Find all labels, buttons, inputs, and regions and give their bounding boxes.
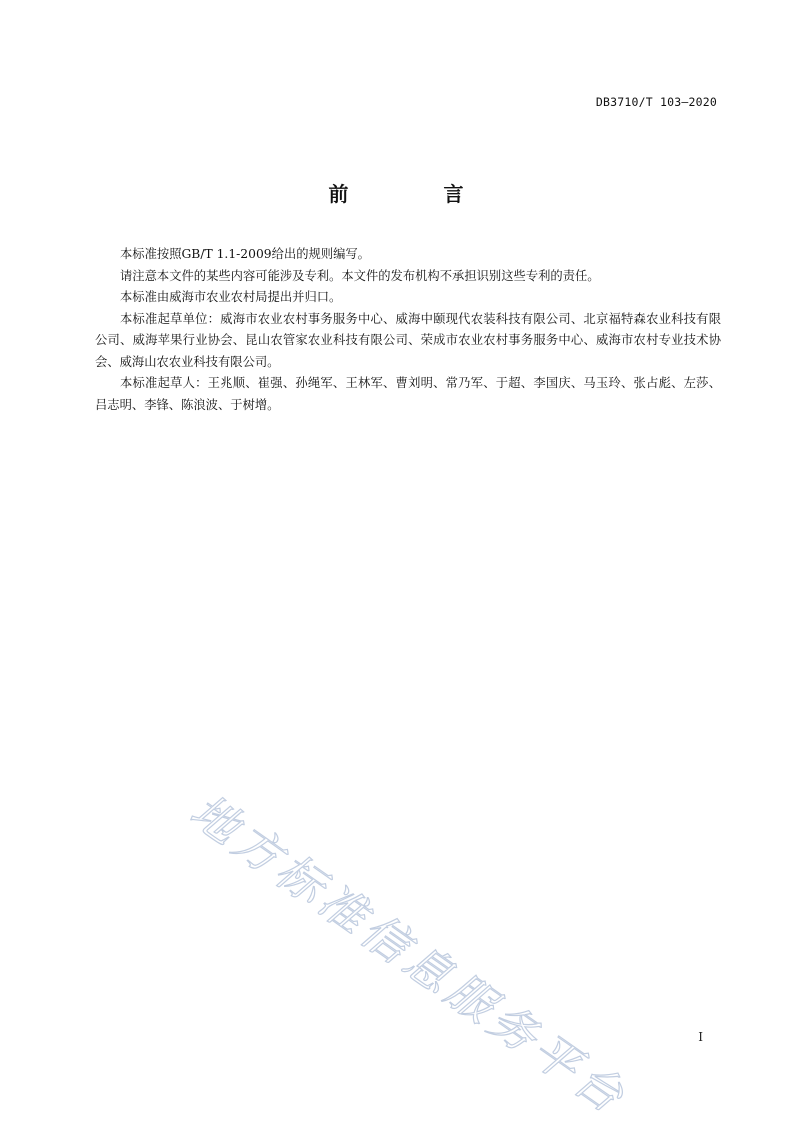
page-number: I [698, 1030, 703, 1044]
paragraph-drafting-units: 本标准起草单位：威海市农业农村事务服务中心、威海中颐现代农装科技有限公司、北京福特森农业科技有限公司、威海苹果行业协会、昆山农管家农业科技有限公司、荣成市农业农村事务服务中心、威海市农村专业技术协会、威海山农农业科技有限公司。 [95, 311, 721, 369]
watermark: 地方标准信息服务平台 [180, 783, 638, 1126]
paragraph-proposer: 本标准由威海市农业农村局提出并归口。 [120, 290, 342, 304]
paragraph-drafting-rules: 本标准按照GB/T 1.1-2009给出的规则编写。 [120, 247, 370, 261]
paragraph-drafters: 本标准起草人：王兆顺、崔强、孙绳军、王林军、曹刘明、常乃军、于超、李国庆、马玉玲、张占彪、左莎、吕志明、李锋、陈浪波、于树增。 [95, 376, 721, 412]
paragraph-patent-notice: 请注意本文件的某些内容可能涉及专利。本文件的发布机构不承担识别这些专利的责任。 [120, 268, 600, 283]
page-title: 前 言 [328, 182, 508, 206]
document-code: DB3710/T 103—2020 [595, 95, 717, 109]
foreword-body [95, 244, 721, 416]
